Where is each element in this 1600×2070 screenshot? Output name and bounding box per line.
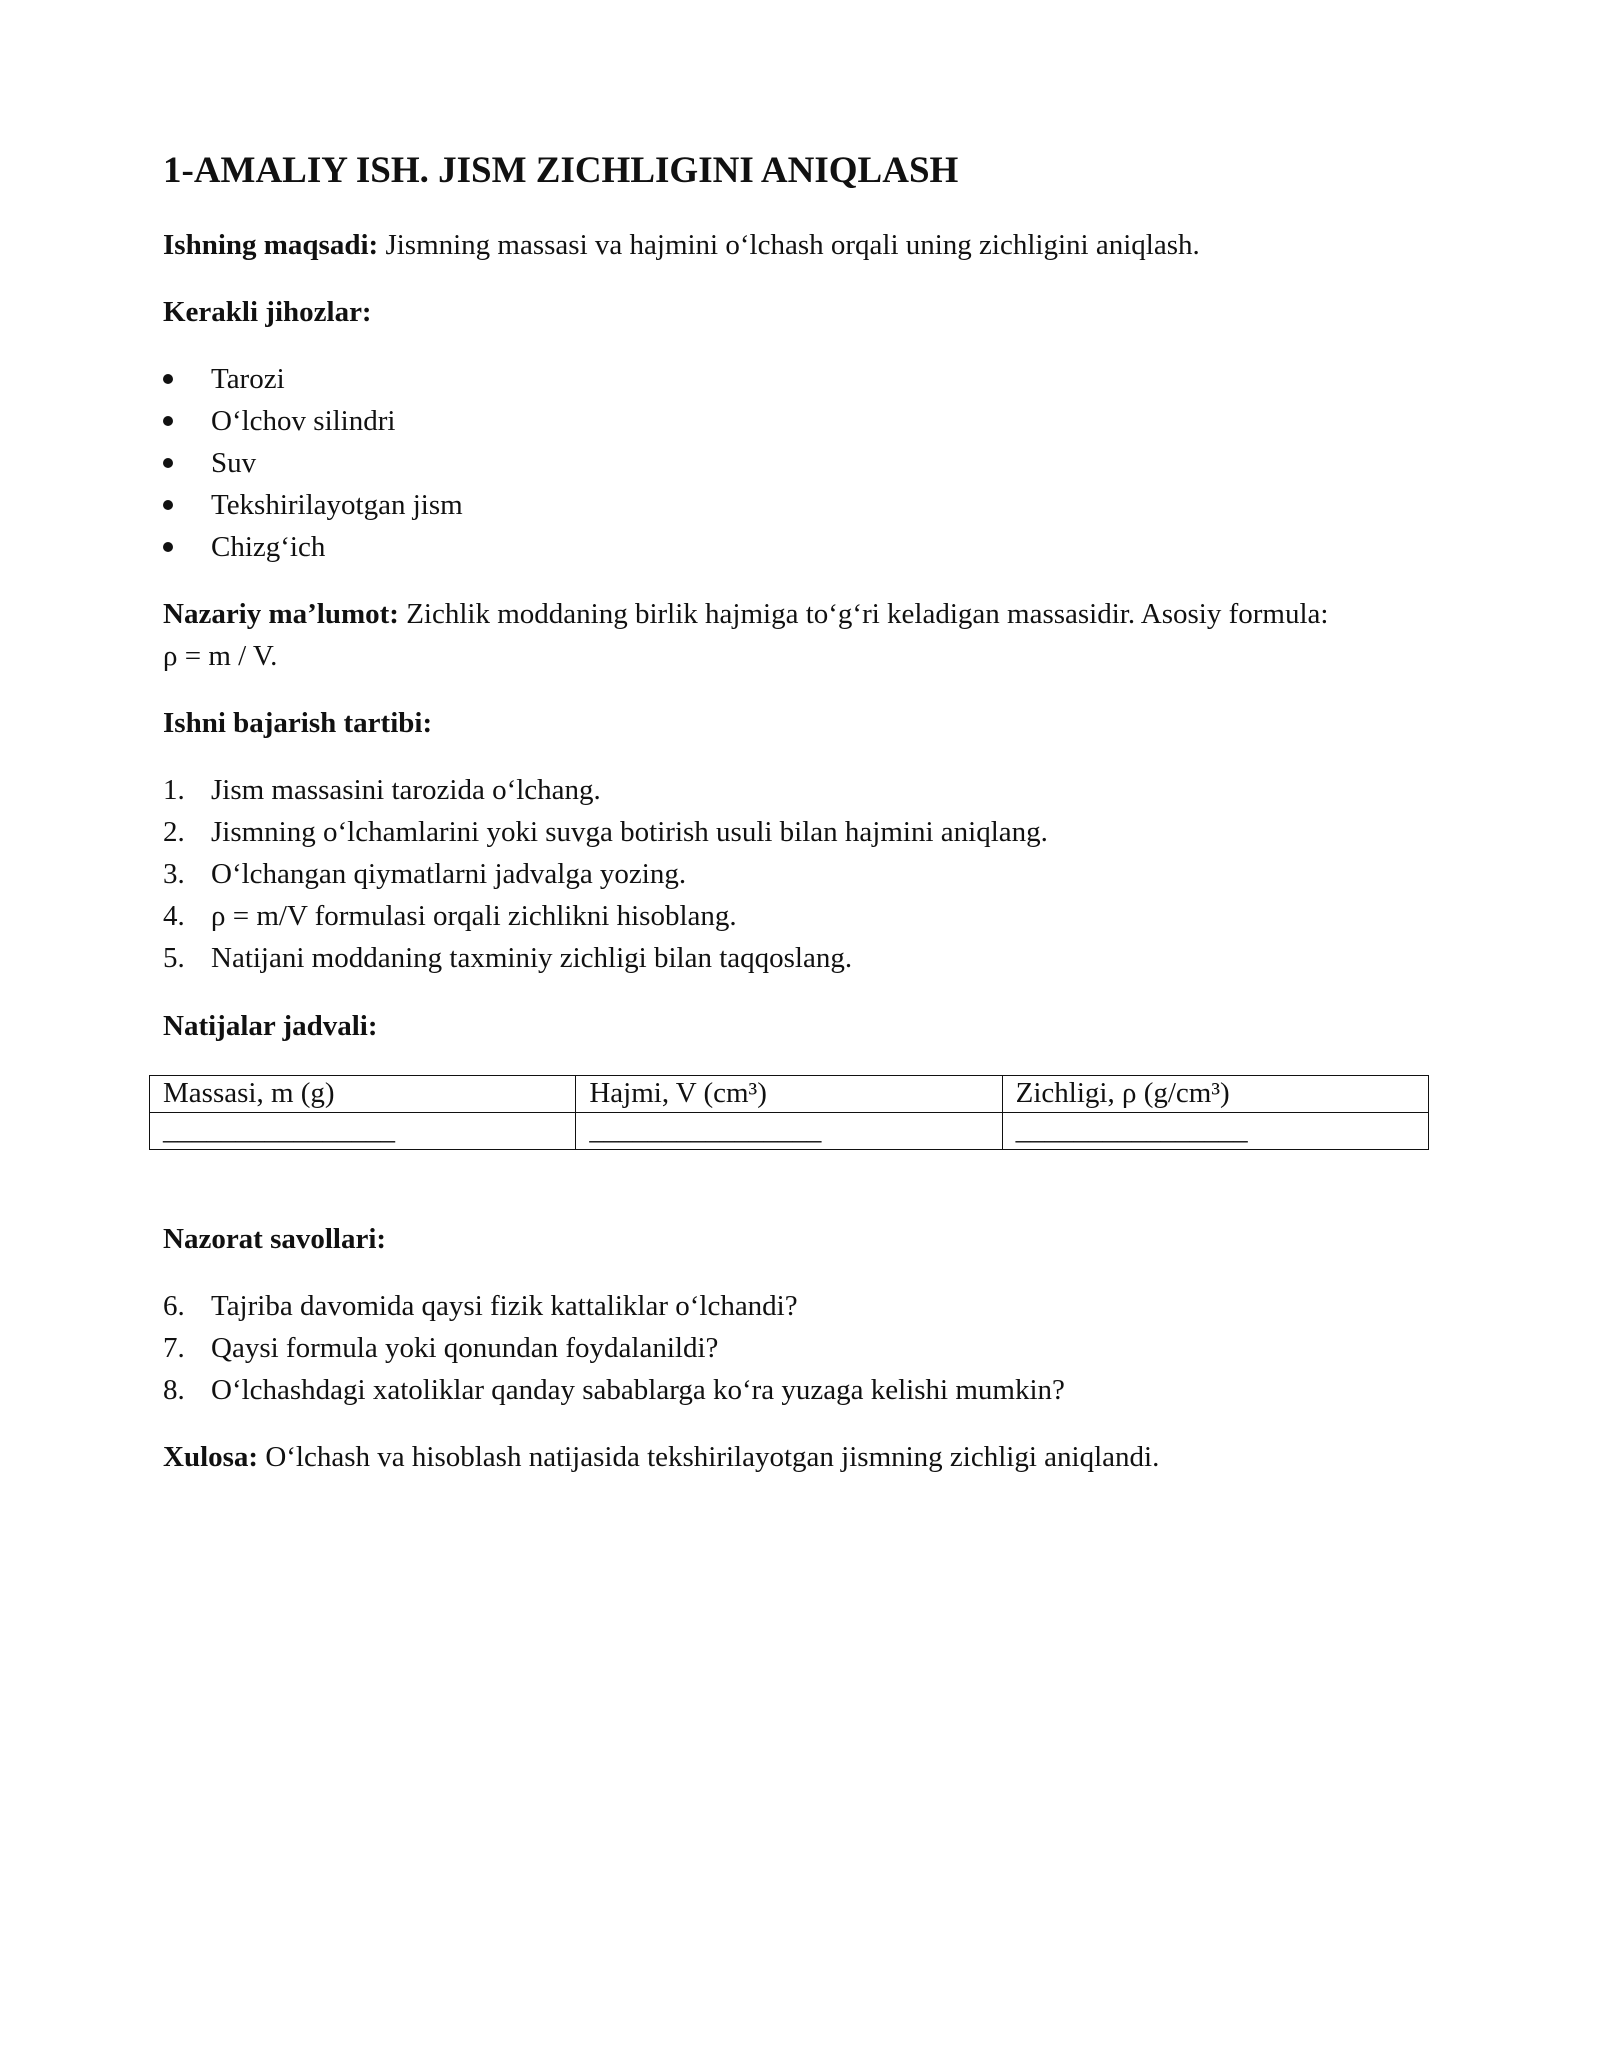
procedure-step: Natijani moddaning taxminiy zichligi bilan taqqoslang. xyxy=(211,942,853,974)
questions-label: Nazorat savollari: xyxy=(163,1223,387,1255)
procedure-step: ρ = m/V formulasi orqali zichlikni hisoblang. xyxy=(211,900,737,932)
procedure-step: Jismning o‘lchamlarini yoki suvga botirish usuli bilan hajmini aniqlang. xyxy=(211,816,1048,848)
list-item xyxy=(163,442,463,484)
conclusion-label: Xulosa: xyxy=(163,1441,259,1473)
results-label: Natijalar jadvali: xyxy=(163,1010,378,1042)
equipment-list xyxy=(163,358,463,568)
purpose-label: Ishning maqsadi: xyxy=(163,229,379,261)
equipment-item: Suv xyxy=(211,447,257,479)
procedure-step: O‘lchangan qiymatlarni jadvalga yozing. xyxy=(211,858,687,890)
list-item xyxy=(163,484,463,526)
item-number: 1. xyxy=(163,774,185,806)
equipment-item: Chizg‘ich xyxy=(211,531,326,563)
equipment-label: Kerakli jihozlar: xyxy=(163,296,372,328)
results-heading xyxy=(163,1005,378,1047)
bullet-icon xyxy=(163,458,173,468)
header-mass: Massasi, m (g) xyxy=(150,1076,576,1113)
equipment-item: Tarozi xyxy=(211,363,285,395)
item-number: 3. xyxy=(163,858,185,890)
bullet-icon xyxy=(163,416,173,426)
theory-label: Nazariy ma’lumot: xyxy=(163,598,399,630)
list-item xyxy=(163,811,1048,853)
volume-blank: ________________ xyxy=(576,1113,1002,1150)
list-item xyxy=(163,937,1048,979)
list-item xyxy=(163,853,1048,895)
procedure-heading xyxy=(163,702,432,744)
item-number: 4. xyxy=(163,900,185,932)
list-item xyxy=(163,358,463,400)
questions-heading xyxy=(163,1218,386,1260)
item-number: 2. xyxy=(163,816,185,848)
item-number: 6. xyxy=(163,1290,185,1322)
list-item xyxy=(163,1285,1065,1327)
procedure-label: Ishni bajarish tartibi: xyxy=(163,707,433,739)
theory-paragraph xyxy=(163,593,1328,677)
list-item xyxy=(163,1369,1065,1411)
header-density: Zichligi, ρ (g/cm³) xyxy=(1002,1076,1428,1113)
procedure-list xyxy=(163,769,1048,979)
results-table xyxy=(149,1075,1429,1150)
theory-formula: ρ = m / V. xyxy=(163,640,278,672)
equipment-item: O‘lchov silindri xyxy=(211,405,396,437)
conclusion-paragraph xyxy=(163,1436,1159,1478)
list-item xyxy=(163,400,463,442)
page-title: 1-AMALIY ISH. JISM ZICHLIGINI ANIQLASH xyxy=(163,150,959,191)
equipment-heading xyxy=(163,291,372,333)
list-item xyxy=(163,1327,1065,1369)
purpose-paragraph xyxy=(163,224,1200,266)
question-text: Tajriba davomida qaysi fizik kattaliklar o‘lchandi? xyxy=(211,1290,798,1322)
item-number: 7. xyxy=(163,1332,185,1364)
conclusion-text: O‘lchash va hisoblash natijasida tekshirilayotgan jismning zichligi aniqlandi. xyxy=(258,1441,1160,1473)
density-blank: ________________ xyxy=(1002,1113,1428,1150)
bullet-icon xyxy=(163,500,173,510)
item-number: 8. xyxy=(163,1374,185,1406)
header-volume: Hajmi, V (cm³) xyxy=(576,1076,1002,1113)
table-header-row xyxy=(150,1076,1429,1113)
table-row xyxy=(150,1113,1429,1150)
question-text: O‘lchashdagi xatoliklar qanday sabablarga ko‘ra yuzaga kelishi mumkin? xyxy=(211,1374,1065,1406)
bullet-icon xyxy=(163,542,173,552)
purpose-text: Jismning massasi va hajmini o‘lchash orqali uning zichligini aniqlash. xyxy=(378,229,1200,261)
mass-blank: ________________ xyxy=(150,1113,576,1150)
questions-list xyxy=(163,1285,1065,1411)
bullet-icon xyxy=(163,374,173,384)
equipment-item: Tekshirilayotgan jism xyxy=(211,489,463,521)
theory-text-line1: Zichlik moddaning birlik hajmiga to‘g‘ri keladigan massasidir. Asosiy formula: xyxy=(398,598,1329,630)
list-item xyxy=(163,895,1048,937)
list-item xyxy=(163,526,463,568)
item-number: 5. xyxy=(163,942,185,974)
procedure-step: Jism massasini tarozida o‘lchang. xyxy=(211,774,601,806)
question-text: Qaysi formula yoki qonundan foydalanildi? xyxy=(211,1332,719,1364)
list-item xyxy=(163,769,1048,811)
